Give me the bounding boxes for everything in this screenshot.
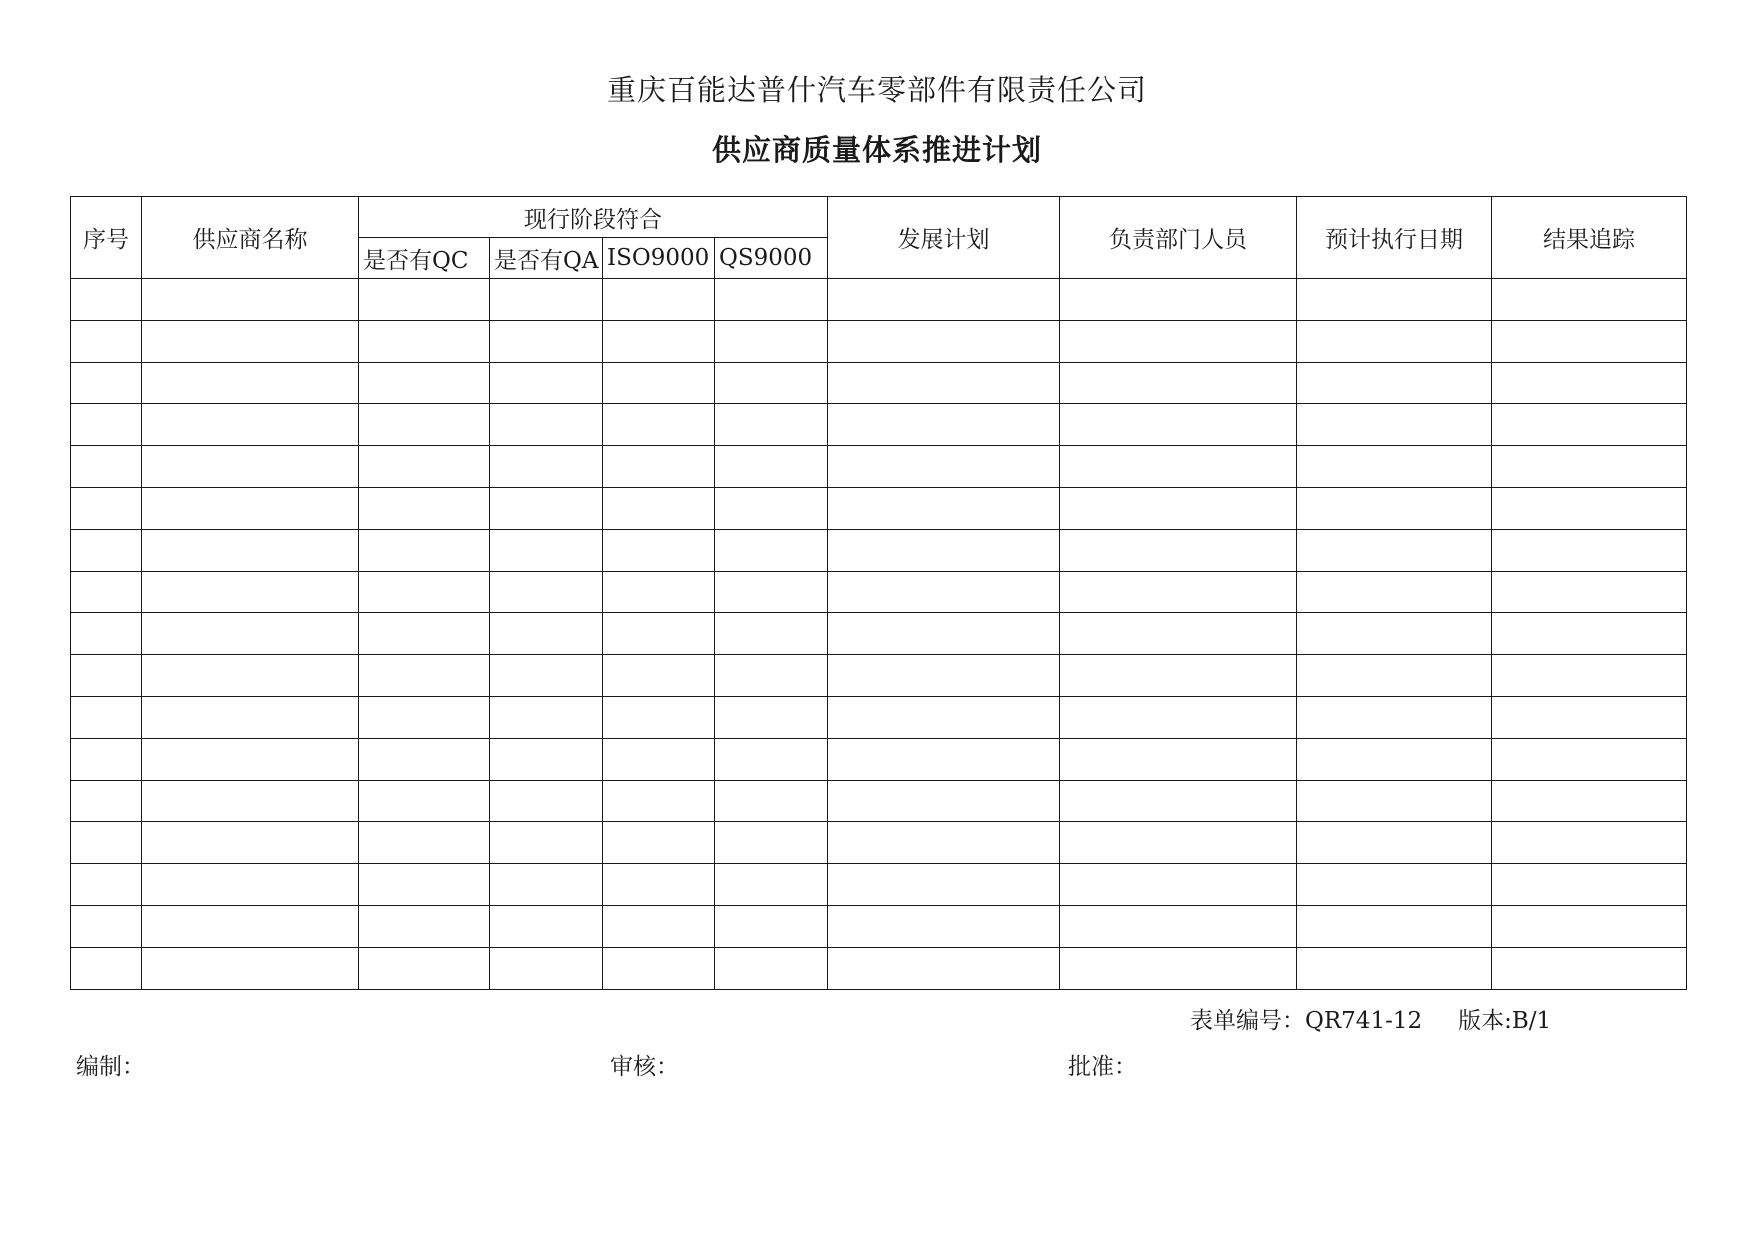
table-cell	[490, 279, 603, 321]
table-cell	[828, 279, 1060, 321]
table-cell	[603, 487, 715, 529]
table-cell	[1060, 780, 1297, 822]
table-cell	[71, 362, 142, 404]
table-cell	[715, 905, 828, 947]
table-cell	[603, 529, 715, 571]
table-cell	[142, 613, 359, 655]
table-row	[71, 655, 1687, 697]
table-cell	[490, 655, 603, 697]
table-row	[71, 738, 1687, 780]
table-cell	[142, 780, 359, 822]
table-cell	[715, 446, 828, 488]
table-cell	[1060, 571, 1297, 613]
table-cell	[1060, 613, 1297, 655]
table-cell	[828, 362, 1060, 404]
table-cell	[1297, 780, 1492, 822]
table-cell	[490, 320, 603, 362]
table-cell	[828, 655, 1060, 697]
table-cell	[603, 905, 715, 947]
form-title: 供应商质量体系推进计划	[711, 133, 1042, 167]
table-cell	[603, 780, 715, 822]
table-cell	[142, 362, 359, 404]
table-cell	[1060, 864, 1297, 906]
table-cell	[490, 613, 603, 655]
table-cell	[828, 446, 1060, 488]
table-cell	[142, 947, 359, 989]
table-cell	[828, 738, 1060, 780]
table-cell	[359, 696, 490, 738]
header-row-1	[71, 197, 1687, 238]
table-cell	[1297, 696, 1492, 738]
table-row	[71, 571, 1687, 613]
table-row	[71, 780, 1687, 822]
table-cell	[359, 822, 490, 864]
table-cell	[603, 404, 715, 446]
table-cell	[603, 947, 715, 989]
table-cell	[715, 487, 828, 529]
header-current-stage: 现行阶段符合	[359, 197, 828, 238]
table-cell	[142, 571, 359, 613]
table-cell	[715, 529, 828, 571]
table-cell	[1060, 905, 1297, 947]
table-cell	[71, 696, 142, 738]
table-cell	[1492, 822, 1687, 864]
table-cell	[715, 320, 828, 362]
table-cell	[1060, 320, 1297, 362]
table-cell	[1297, 613, 1492, 655]
table-cell	[1297, 738, 1492, 780]
table-cell	[1297, 947, 1492, 989]
table-cell	[715, 780, 828, 822]
table-cell	[715, 655, 828, 697]
prepared-by-label: 编制：	[76, 1054, 145, 1080]
table-row	[71, 864, 1687, 906]
header-has-qa: 是否有QA	[490, 238, 603, 279]
table-cell	[142, 320, 359, 362]
table-cell	[142, 905, 359, 947]
table-cell	[1297, 279, 1492, 321]
table-cell	[71, 738, 142, 780]
plan-table	[70, 196, 1687, 990]
table-cell	[828, 404, 1060, 446]
table-cell	[715, 738, 828, 780]
table-cell	[1492, 362, 1687, 404]
header-qs9000: QS9000	[715, 238, 828, 279]
table-cell	[1492, 404, 1687, 446]
header-has-qc: 是否有QC	[359, 238, 490, 279]
table-cell	[1492, 487, 1687, 529]
table-cell	[828, 696, 1060, 738]
table-cell	[1060, 738, 1297, 780]
table-cell	[1297, 822, 1492, 864]
table-cell	[359, 279, 490, 321]
header-responsible-dept: 负责部门人员	[1060, 197, 1297, 279]
table-row	[71, 404, 1687, 446]
table-cell	[359, 947, 490, 989]
table-cell	[603, 279, 715, 321]
table-cell	[1492, 780, 1687, 822]
table-cell	[71, 864, 142, 906]
table-cell	[142, 655, 359, 697]
table-cell	[359, 529, 490, 571]
header-iso9000: ISO9000	[603, 238, 715, 279]
table-cell	[603, 655, 715, 697]
table-cell	[715, 279, 828, 321]
table-cell	[1060, 822, 1297, 864]
table-cell	[1297, 655, 1492, 697]
table-cell	[1060, 404, 1297, 446]
table-cell	[142, 279, 359, 321]
table-cell	[71, 655, 142, 697]
table-cell	[359, 905, 490, 947]
table-cell	[828, 613, 1060, 655]
table-cell	[828, 864, 1060, 906]
table-cell	[359, 738, 490, 780]
table-cell	[490, 822, 603, 864]
table-cell	[490, 905, 603, 947]
table-cell	[71, 780, 142, 822]
table-cell	[142, 404, 359, 446]
table-cell	[1297, 864, 1492, 906]
table-cell	[1492, 446, 1687, 488]
table-cell	[490, 571, 603, 613]
table-cell	[1060, 362, 1297, 404]
table-row	[71, 279, 1687, 321]
table-cell	[715, 947, 828, 989]
reviewed-by-label: 审核：	[610, 1054, 679, 1080]
table-cell	[603, 571, 715, 613]
table-cell	[1492, 571, 1687, 613]
table-cell	[1297, 487, 1492, 529]
table-cell	[359, 404, 490, 446]
table-cell	[603, 362, 715, 404]
table-cell	[715, 362, 828, 404]
table-cell	[490, 487, 603, 529]
table-row	[71, 362, 1687, 404]
table-cell	[71, 529, 142, 571]
table-cell	[1060, 947, 1297, 989]
table-row	[71, 696, 1687, 738]
table-cell	[715, 822, 828, 864]
approved-by-label: 批准：	[1068, 1054, 1137, 1080]
table-cell	[359, 780, 490, 822]
table-cell	[1297, 571, 1492, 613]
table-row	[71, 320, 1687, 362]
table-row	[71, 613, 1687, 655]
table-row	[71, 822, 1687, 864]
table-cell	[71, 404, 142, 446]
table-cell	[828, 947, 1060, 989]
table-cell	[828, 320, 1060, 362]
table-cell	[1297, 446, 1492, 488]
table-cell	[828, 905, 1060, 947]
table-cell	[1297, 362, 1492, 404]
header-development-plan: 发展计划	[828, 197, 1060, 279]
table-cell	[1492, 320, 1687, 362]
table-cell	[71, 905, 142, 947]
table-cell	[1492, 947, 1687, 989]
table-cell	[828, 529, 1060, 571]
table-row	[71, 529, 1687, 571]
table-cell	[142, 696, 359, 738]
table-cell	[1492, 613, 1687, 655]
table-cell	[490, 529, 603, 571]
table-cell	[715, 613, 828, 655]
table-cell	[490, 780, 603, 822]
table-cell	[359, 864, 490, 906]
table-cell	[359, 487, 490, 529]
table-cell	[1060, 279, 1297, 321]
table-cell	[603, 446, 715, 488]
table-cell	[71, 613, 142, 655]
table-cell	[1492, 529, 1687, 571]
table-cell	[603, 822, 715, 864]
table-cell	[490, 738, 603, 780]
table-cell	[603, 738, 715, 780]
table-cell	[1060, 487, 1297, 529]
table-cell	[828, 487, 1060, 529]
table-cell	[142, 446, 359, 488]
table-cell	[71, 947, 142, 989]
table-cell	[71, 320, 142, 362]
table-cell	[1492, 655, 1687, 697]
table-cell	[1297, 320, 1492, 362]
table-cell	[359, 446, 490, 488]
table-cell	[1492, 905, 1687, 947]
form-version: 版本:B/1	[1458, 1008, 1552, 1034]
table-cell	[490, 864, 603, 906]
table-cell	[359, 655, 490, 697]
table-cell	[603, 696, 715, 738]
table-row	[71, 905, 1687, 947]
table-cell	[715, 696, 828, 738]
table-cell	[603, 613, 715, 655]
table-cell	[71, 822, 142, 864]
table-cell	[1492, 696, 1687, 738]
table-cell	[1492, 279, 1687, 321]
table-cell	[142, 529, 359, 571]
table-cell	[715, 571, 828, 613]
table-cell	[490, 446, 603, 488]
table-cell	[142, 738, 359, 780]
table-cell	[828, 780, 1060, 822]
table-cell	[828, 822, 1060, 864]
table-cell	[715, 864, 828, 906]
table-cell	[490, 362, 603, 404]
form-code-line	[1190, 1002, 1587, 1035]
table-cell	[603, 320, 715, 362]
table-cell	[359, 320, 490, 362]
table-row	[71, 446, 1687, 488]
header-seq: 序号	[71, 197, 142, 279]
table-row	[71, 487, 1687, 529]
header-planned-date: 预计执行日期	[1297, 197, 1492, 279]
table-cell	[1297, 404, 1492, 446]
table-cell	[715, 404, 828, 446]
header-result-tracking: 结果追踪	[1492, 197, 1687, 279]
table-cell	[1060, 655, 1297, 697]
table-cell	[71, 487, 142, 529]
table-cell	[828, 571, 1060, 613]
table-cell	[603, 864, 715, 906]
form-number: 表单编号：QR741-12	[1190, 1008, 1423, 1034]
table-cell	[142, 864, 359, 906]
table-cell	[142, 487, 359, 529]
table-row	[71, 947, 1687, 989]
table-cell	[490, 404, 603, 446]
table-cell	[1060, 696, 1297, 738]
table-cell	[1060, 446, 1297, 488]
table-cell	[1492, 864, 1687, 906]
table-cell	[142, 822, 359, 864]
table-cell	[490, 947, 603, 989]
table-cell	[359, 613, 490, 655]
table-cell	[359, 362, 490, 404]
header-supplier-name: 供应商名称	[142, 197, 359, 279]
table-cell	[1297, 529, 1492, 571]
table-cell	[490, 696, 603, 738]
table-cell	[1060, 529, 1297, 571]
table-cell	[1492, 738, 1687, 780]
company-name: 重庆百能达普什汽车零部件有限责任公司	[606, 73, 1147, 107]
table-cell	[71, 446, 142, 488]
table-cell	[71, 279, 142, 321]
table-cell	[1297, 905, 1492, 947]
table-cell	[71, 571, 142, 613]
table-cell	[359, 571, 490, 613]
